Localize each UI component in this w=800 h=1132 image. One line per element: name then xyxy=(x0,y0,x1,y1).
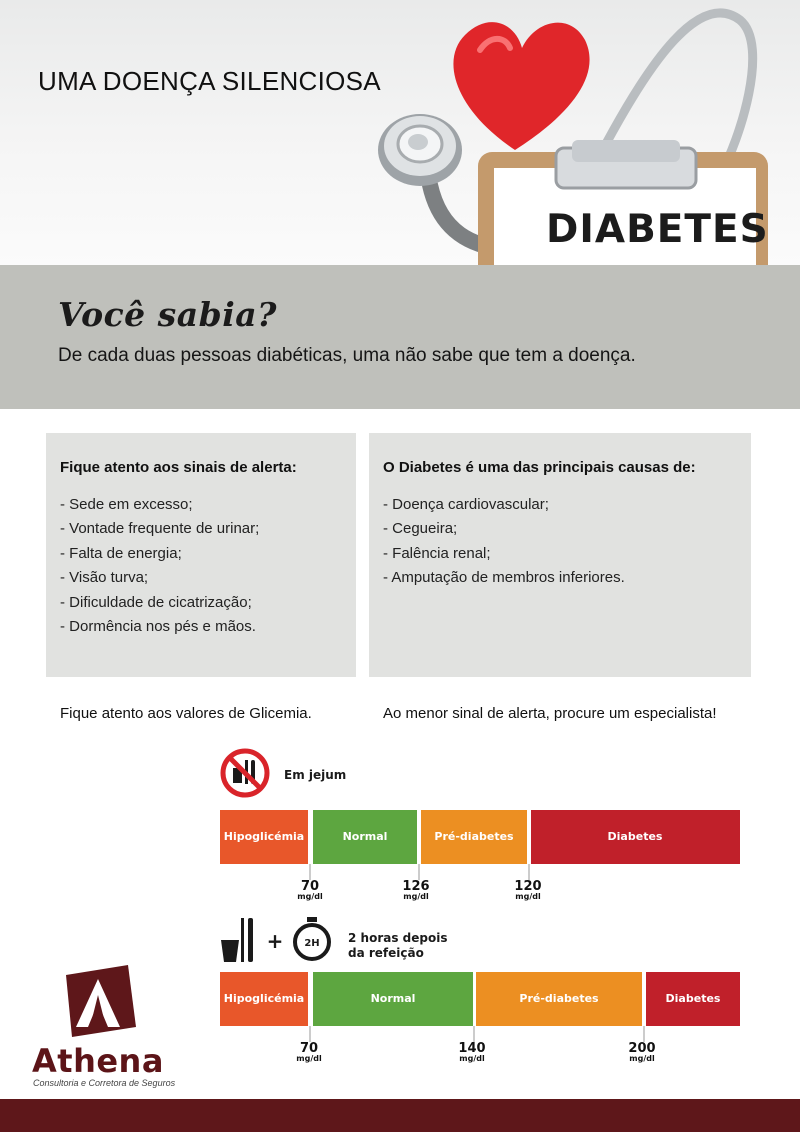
segment-label: Diabetes xyxy=(665,992,721,1005)
plus-icon: + xyxy=(266,929,284,953)
segment-label: Pré-diabetes xyxy=(519,992,599,1005)
after-meal-bar xyxy=(220,972,740,1026)
tick-value: 200 xyxy=(628,1041,656,1056)
segment-label: Normal xyxy=(342,830,388,843)
page-title: UMA DOENÇA SILENCIOSA xyxy=(38,66,381,96)
timer-icon xyxy=(295,917,329,959)
list-item: - Dormência nos pés e mãos. xyxy=(60,618,256,636)
warning-signs-box xyxy=(46,433,356,677)
list-item: - Vontade frequente de urinar; xyxy=(60,520,260,538)
list-item: - Amputação de membros inferiores. xyxy=(383,569,625,587)
tick-value: 126 xyxy=(402,879,430,894)
causes-box xyxy=(369,433,751,677)
list-item: - Falta de energia; xyxy=(60,544,182,562)
clipboard-icon xyxy=(478,140,769,265)
list-item: - Dificuldade de cicatrização; xyxy=(60,593,252,611)
header-hero xyxy=(0,0,800,265)
tick-value: 70 xyxy=(299,1041,319,1056)
glycemia-note: Fique atento aos valores de Glicemia. xyxy=(60,705,312,722)
warning-signs-title: Fique atento aos sinais de alerta: xyxy=(60,459,297,476)
tick-unit: mg/dl xyxy=(629,1054,655,1063)
tick-value: 140 xyxy=(458,1041,486,1056)
list-item: - Visão turva; xyxy=(60,569,149,587)
causes-list xyxy=(383,493,625,591)
tick-unit: mg/dl xyxy=(459,1054,485,1063)
list-item: - Doença cardiovascular; xyxy=(383,496,549,513)
fasting-label: Em jejum xyxy=(284,768,347,782)
specialist-note: Ao menor sinal de alerta, procure um especialista! xyxy=(383,705,717,722)
hero-illustration xyxy=(0,0,800,265)
segment-label: Normal xyxy=(370,992,416,1005)
fasting-bar xyxy=(220,810,740,864)
meal-icon xyxy=(221,918,253,962)
heart-icon xyxy=(453,22,589,150)
brand-name: Athena xyxy=(32,1042,164,1080)
after-meal-label: 2 horas depois xyxy=(348,931,448,945)
tick-value: 70 xyxy=(300,879,320,894)
causes-title: O Diabetes é uma das principais causas de: xyxy=(383,459,696,476)
did-you-know-text: De cada duas pessoas diabéticas, uma não sabe que tem a doença. xyxy=(58,345,636,366)
segment-label: Hipoglicémia xyxy=(223,830,305,843)
no-food-icon xyxy=(223,751,267,795)
tick-unit: mg/dl xyxy=(296,1054,322,1063)
athena-logo-icon xyxy=(58,965,138,1039)
stethoscope-icon xyxy=(378,114,462,186)
tick-unit: mg/dl xyxy=(297,892,323,901)
tick-unit: mg/dl xyxy=(515,892,541,901)
did-you-know-title: Você sabia? xyxy=(58,295,277,334)
brand-tagline: Consultoria e Corretora de Seguros xyxy=(33,1078,176,1088)
segment-label: Diabetes xyxy=(607,830,663,843)
tick-value: 120 xyxy=(514,879,542,894)
after-meal-label: da refeição xyxy=(348,946,424,960)
fasting-ticks xyxy=(297,864,541,901)
did-you-know-band xyxy=(0,265,800,409)
list-item: - Falência renal; xyxy=(383,544,491,562)
footer-bar xyxy=(0,1099,800,1132)
after-meal-ticks xyxy=(296,1026,655,1063)
list-item: - Cegueira; xyxy=(383,520,458,538)
clipboard-word: DIABETES xyxy=(546,207,769,252)
list-item: - Sede em excesso; xyxy=(60,496,193,513)
segment-label: Hipoglicémia xyxy=(223,992,305,1005)
segment-label: Pré-diabetes xyxy=(434,830,514,843)
warning-signs-list xyxy=(60,493,259,639)
timer-label: 2H xyxy=(304,938,320,949)
tick-unit: mg/dl xyxy=(403,892,429,901)
